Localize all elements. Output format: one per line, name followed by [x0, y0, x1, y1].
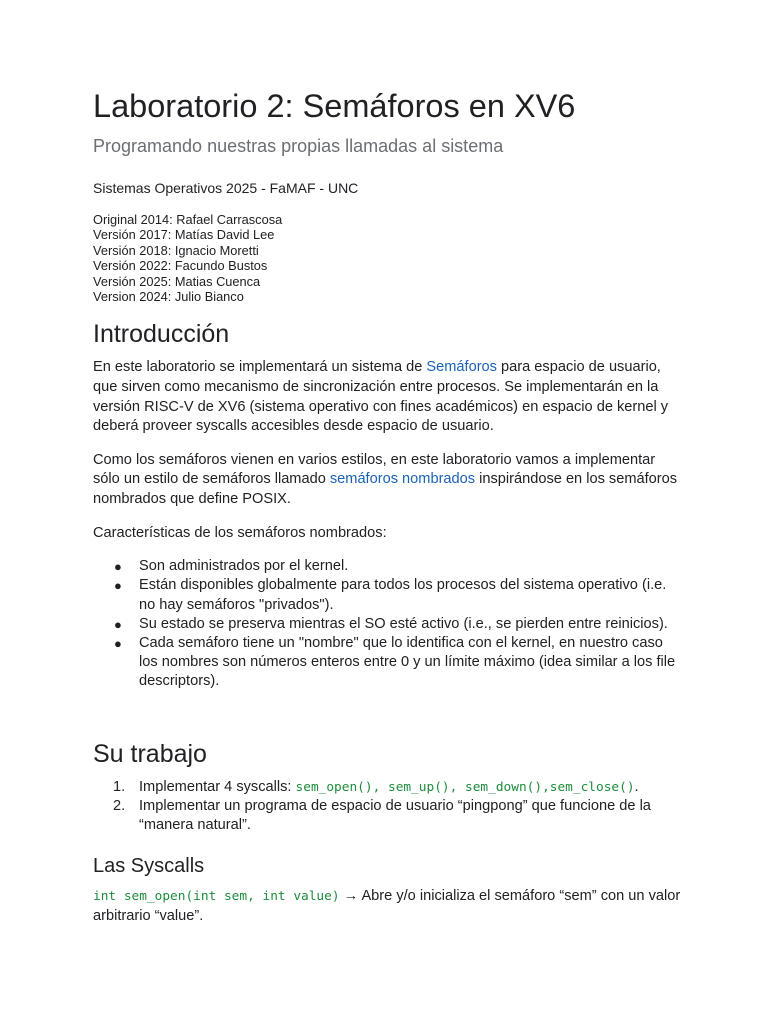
semaforos-nombrados-link[interactable]: semáforos nombrados: [329, 471, 476, 488]
version-list: [93, 212, 683, 304]
bullet-icon: ●: [114, 616, 122, 632]
bullet-icon: ●: [114, 636, 122, 651]
bullet-icon: ●: [114, 578, 122, 594]
syscalls-code: sem_open(), sem_up(), sem_down(),sem_close(): [295, 779, 635, 795]
document-title: Laboratorio 2: Semáforos en XV6: [93, 88, 576, 124]
item-number: 2.: [113, 797, 126, 814]
bullet-icon: ●: [114, 559, 122, 575]
work-list: [93, 778, 683, 836]
list-item: [93, 778, 683, 797]
course-line: Sistemas Operativos 2025 - FaMAF - UNC: [93, 180, 359, 196]
intro-p2-text-after: inspirándose en los semáforos nombrados que define POSIX.: [93, 471, 678, 507]
document-subtitle: Programando nuestras propias llamadas al sistema: [93, 136, 504, 156]
semaforos-link[interactable]: Semáforos: [426, 359, 497, 376]
intro-paragraph-1: [93, 358, 683, 436]
sem-open-description: [93, 887, 683, 926]
intro-p1-text-after: para espacio de usuario, que sirven como mecanismo de sincronización entre procesos. Se implementarán en la versión RISC-V de XV6 (sistema operativo con fines académicos) en espacio de kernel y deberá proveer syscalls accesibles desde espacio de usuario.: [93, 359, 669, 435]
list-item: [93, 615, 683, 634]
work-heading: Su trabajo: [93, 739, 207, 768]
intro-p1-text: En este laboratorio se implementará un sistema de: [93, 359, 427, 376]
item-number: 1.: [113, 778, 126, 795]
intro-paragraph-3: Características de los semáforos nombrados:: [93, 524, 387, 541]
intro-p2-text: Como los semáforos vienen en varios estilos, en este laboratorio vamos a implementar sólo un estilo de semáforos llamado: [93, 451, 656, 488]
list-item: [93, 557, 683, 576]
version-line: Versión 2018: Ignacio Moretti: [93, 242, 259, 258]
list-item-text: Cada semáforo tiene un "nombre" que lo identifica con el kernel, en nuestro caso los nombres son números enteros entre 0 y un límite máximo (idea similar a los file descriptors).: [139, 635, 676, 690]
list-item-text: Están disponibles globalmente para todos los procesos del sistema operativo (i.e. no hay semáforos "privados").: [139, 577, 667, 613]
list-item-end: .: [634, 778, 639, 795]
intro-heading: Introducción: [93, 320, 230, 349]
intro-paragraph-2: [93, 451, 683, 510]
document-page: [93, 86, 683, 926]
list-item: [93, 634, 683, 692]
version-line: Versión 2017: Matías David Lee: [93, 227, 275, 243]
list-item: [93, 797, 683, 835]
sem-open-signature: int sem_open(int sem, int value): [93, 889, 340, 905]
sem-open-text: → Abre y/o inicializa el semáforo “sem” con un valor arbitrario “value”.: [93, 888, 681, 924]
list-item-text: Implementar 4 syscalls:: [139, 778, 296, 795]
list-item-text: Su estado se preserva mientras el SO esté activo (i.e., se pierden entre reinicios).: [139, 615, 668, 632]
version-line: Version 2024: Julio Bianco: [93, 289, 244, 305]
features-list: [93, 557, 683, 691]
version-line: Original 2014: Rafael Carrascosa: [93, 212, 283, 227]
syscalls-heading: Las Syscalls: [93, 855, 205, 878]
list-item: [93, 576, 683, 614]
list-item-text: Son administrados por el kernel.: [139, 558, 349, 575]
version-line: Versión 2025: Matias Cuenca: [93, 273, 261, 289]
version-line: Versión 2022: Facundo Bustos: [93, 258, 268, 274]
list-item-text: Implementar un programa de espacio de usuario “pingpong” que funcione de la “manera natural”.: [139, 797, 651, 834]
